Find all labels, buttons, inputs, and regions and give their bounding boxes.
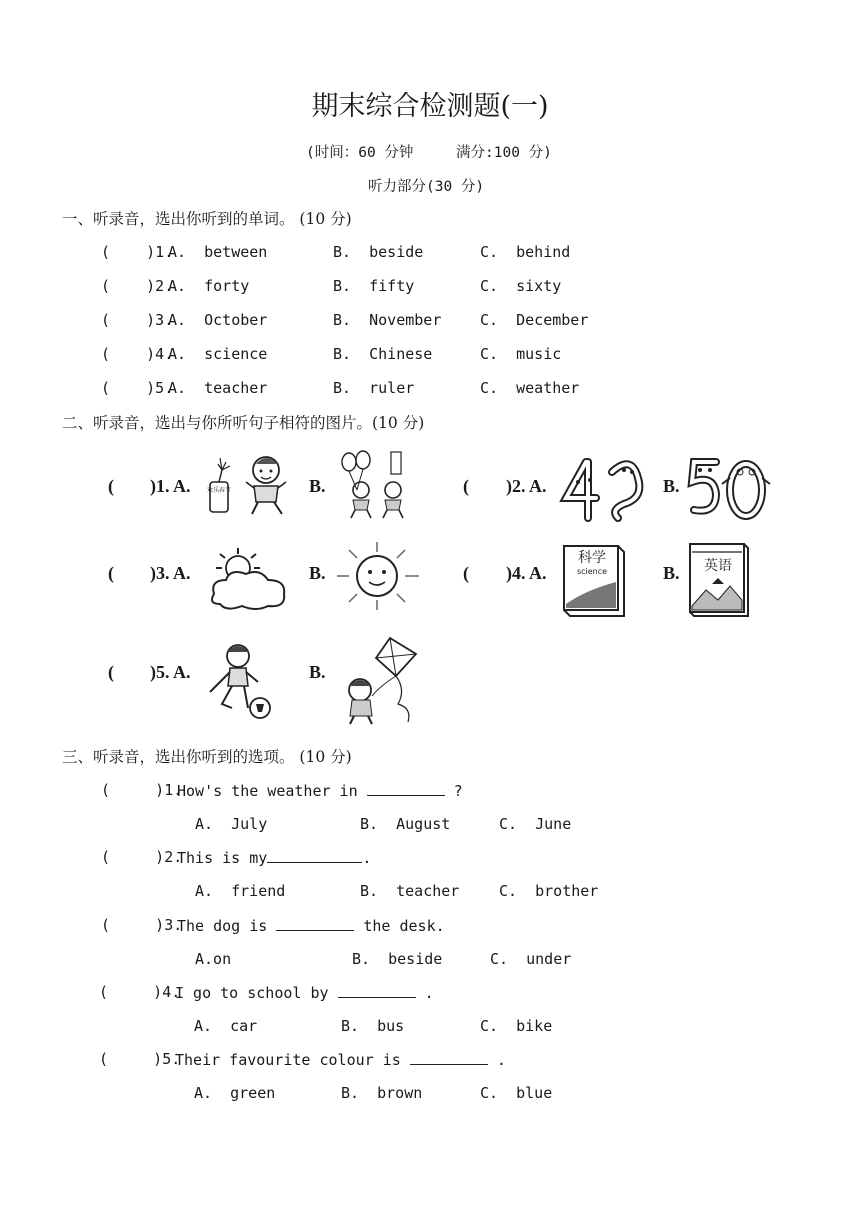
- s3-item1-num: ( )1.: [101, 781, 183, 799]
- english-book-picture[interactable]: [688, 540, 750, 618]
- girl-kite-picture[interactable]: [336, 634, 428, 724]
- s2-item1-num: )1. A.: [150, 476, 191, 496]
- s3-item4-option-a[interactable]: A. car: [194, 1017, 258, 1035]
- s1-item4-option-c[interactable]: C. music: [480, 345, 562, 363]
- science-book-title-en: science: [576, 567, 608, 576]
- s2-item3-num: )3. A.: [150, 563, 191, 583]
- answer-blank[interactable]: [338, 983, 416, 998]
- s1-item3-option-c[interactable]: C. December: [480, 311, 589, 329]
- s3-item2-option-c[interactable]: C. brother: [499, 882, 599, 900]
- s3-item5-option-b[interactable]: B. brown: [341, 1084, 423, 1102]
- s2-item5-option-b: B.: [309, 662, 326, 682]
- sunny-sun-picture[interactable]: [333, 540, 423, 612]
- answer-blank[interactable]: [410, 1050, 488, 1065]
- number-40-cartoon-picture[interactable]: [562, 458, 648, 520]
- answer-blank[interactable]: [367, 781, 445, 796]
- english-book-title-cn: 英语: [704, 558, 732, 574]
- s3-item2-option-a[interactable]: A. friend: [195, 882, 286, 900]
- s3-item3-option-b[interactable]: B. beside: [352, 950, 443, 968]
- section1-heading: 一、听录音，选出你听到的单词。 (10 分): [62, 210, 352, 228]
- s3-item1-option-b[interactable]: B. August: [360, 815, 451, 833]
- s1-item1-option-a[interactable]: A. between: [168, 243, 268, 261]
- s2-item1-option-b: B.: [309, 476, 326, 496]
- firecracker-boy-picture[interactable]: [206, 452, 290, 518]
- s1-item4-num: ( )4.: [101, 345, 174, 363]
- firecracker-label: 欢乐春节: [206, 487, 232, 494]
- s1-item5-option-b[interactable]: B. ruler: [333, 379, 415, 397]
- s2-item5-paren: (: [108, 662, 114, 682]
- s3-item4-num: ( )4.: [99, 983, 181, 1001]
- section2-heading: 二、听录音，选出与你所听句子相符的图片。(10 分): [62, 414, 425, 432]
- s2-item3-option-b: B.: [309, 563, 326, 583]
- s1-item3-num: ( )3.: [101, 311, 174, 329]
- sun-cloud-picture[interactable]: [206, 546, 290, 610]
- s1-item2-option-a[interactable]: A. forty: [168, 277, 250, 295]
- s3-item2-question: This is my .: [177, 849, 372, 867]
- s3-item4-question: I go to school by .: [175, 984, 434, 1002]
- s3-item1-option-a[interactable]: A. July: [195, 815, 268, 833]
- s3-item5-num: ( )5.: [99, 1050, 181, 1068]
- s2-item4-num: )4. A.: [506, 563, 547, 583]
- part-title: 听力部分(30 分): [368, 179, 485, 195]
- s1-item4-option-b[interactable]: B. Chinese: [333, 345, 433, 363]
- s1-item2-option-b[interactable]: B. fifty: [333, 277, 415, 295]
- science-book-title-cn: 科学: [578, 550, 606, 566]
- s2-item2-paren: (: [463, 476, 469, 496]
- s2-item2-option-b: B.: [663, 476, 680, 496]
- number-50-cartoon-picture[interactable]: [686, 456, 776, 520]
- s3-item1-question: How's the weather in ?: [177, 782, 463, 800]
- s3-item1-option-c[interactable]: C. June: [499, 815, 572, 833]
- s1-item5-num: ( )5.: [101, 379, 174, 397]
- page-title: 期末综合检测题(一): [311, 91, 549, 122]
- section3-heading: 三、听录音，选出你听到的选项。 (10 分): [62, 748, 352, 766]
- s1-item3-option-a[interactable]: A. October: [168, 311, 268, 329]
- s3-item3-question: The dog is the desk.: [177, 917, 445, 935]
- s1-item1-option-b[interactable]: B. beside: [333, 243, 424, 261]
- kids-balloons-picture[interactable]: [335, 450, 419, 518]
- s1-item3-option-b[interactable]: B. November: [333, 311, 442, 329]
- s1-item4-option-a[interactable]: A. science: [168, 345, 268, 363]
- s3-item4-option-b[interactable]: B. bus: [341, 1017, 405, 1035]
- s2-item1-paren: (: [108, 476, 114, 496]
- s3-item2-option-b[interactable]: B. teacher: [360, 882, 460, 900]
- science-book-picture[interactable]: [562, 542, 628, 618]
- s2-item4-paren: (: [463, 563, 469, 583]
- s2-item4-option-b: B.: [663, 563, 680, 583]
- s1-item5-option-c[interactable]: C. weather: [480, 379, 580, 397]
- s3-item5-question: Their favourite colour is .: [175, 1051, 506, 1069]
- s3-item3-num: ( )3.: [101, 916, 183, 934]
- s1-item1-num: ( )1.: [101, 243, 174, 261]
- full-score: 满分:100 分): [456, 145, 552, 161]
- answer-blank[interactable]: [276, 916, 354, 931]
- s2-item2-num: )2. A.: [506, 476, 547, 496]
- s1-item2-option-c[interactable]: C. sixty: [480, 277, 562, 295]
- time-limit: (时间：60 分钟: [306, 145, 414, 161]
- s3-item5-option-a[interactable]: A. green: [194, 1084, 276, 1102]
- s3-item4-option-c[interactable]: C. bike: [480, 1017, 553, 1035]
- s1-item1-option-c[interactable]: C. behind: [480, 243, 571, 261]
- s2-item3-paren: (: [108, 563, 114, 583]
- s1-item2-num: ( )2.: [101, 277, 174, 295]
- s3-item2-num: ( )2.: [101, 848, 183, 866]
- s1-item5-option-a[interactable]: A. teacher: [168, 379, 268, 397]
- answer-blank[interactable]: [267, 848, 362, 863]
- boy-football-picture[interactable]: [204, 642, 276, 722]
- s3-item3-option-a[interactable]: A.on: [195, 950, 232, 968]
- s3-item3-option-c[interactable]: C. under: [490, 950, 572, 968]
- s3-item5-option-c[interactable]: C. blue: [480, 1084, 553, 1102]
- s2-item5-num: )5. A.: [150, 662, 191, 682]
